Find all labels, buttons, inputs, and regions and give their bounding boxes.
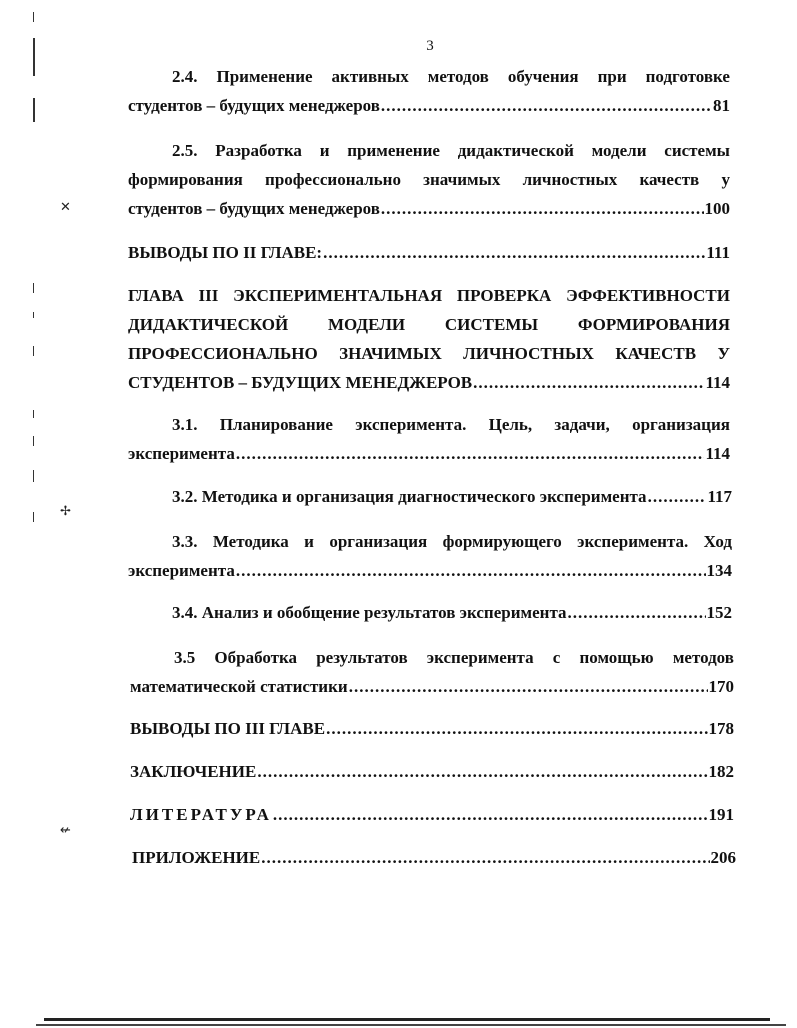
toc-word: Применение [216, 67, 313, 86]
toc-word: методов [427, 67, 489, 86]
toc-word: при [597, 67, 627, 86]
toc-page-number: 134 [706, 561, 732, 580]
dot-leader [236, 439, 705, 468]
toc-word: ЭКСПЕРИМЕНТАЛЬНАЯ [233, 286, 443, 305]
margin-mark [33, 470, 34, 482]
toc-entry-3-4 [172, 598, 732, 627]
dot-leader [568, 598, 706, 627]
toc-word: У [717, 344, 730, 363]
toc-word: ЛИЧНОСТНЫХ [463, 344, 594, 363]
toc-word: эксперимента. [355, 415, 467, 434]
toc-word: 3.3. [172, 532, 198, 551]
toc-word: с [552, 648, 561, 667]
toc-word: системы [664, 141, 730, 160]
stray-mark-icon: ✢ [60, 504, 71, 519]
toc-entry-heading-line [128, 410, 730, 439]
toc-word: Ход [703, 532, 732, 551]
toc-entry-text: эксперимента [128, 561, 235, 580]
toc-entry-literature [130, 800, 734, 829]
margin-mark [33, 436, 34, 446]
toc-entry-text: ВЫВОДЫ ПО III ГЛАВЕ [130, 719, 326, 738]
toc-word: Планирование [219, 415, 333, 434]
toc-word: задачи, [554, 415, 610, 434]
toc-word: МОДЕЛИ [328, 315, 406, 334]
toc-word: 3.1. [172, 415, 198, 434]
toc-page-number: 117 [707, 487, 732, 506]
margin-mark [33, 512, 34, 522]
toc-word: Разработка [215, 141, 302, 160]
toc-word: у [721, 170, 730, 189]
dot-leader [473, 368, 704, 397]
toc-page-number: 206 [710, 848, 736, 867]
toc-word: активных [331, 67, 409, 86]
toc-word: эксперимента. [577, 532, 689, 551]
toc-leader-line [130, 672, 734, 701]
toc-entry-text: ЗАКЛЮЧЕНИЕ [130, 762, 257, 781]
toc-entry-text: студентов – будущих менеджеров [128, 96, 380, 115]
toc-leader-line [130, 757, 734, 786]
toc-word: организация [329, 532, 428, 551]
toc-entry-text: эксперимента [128, 444, 235, 463]
margin-mark [33, 98, 35, 122]
toc-page-number: 170 [708, 677, 734, 696]
dot-leader [323, 238, 705, 267]
toc-word: Цель, [488, 415, 533, 434]
toc-word: ГЛАВА [128, 286, 184, 305]
toc-entry-conclusion [130, 757, 734, 786]
margin-mark [33, 312, 34, 318]
toc-entry-chapter-3 [128, 281, 730, 397]
toc-entry-text: математической статистики [130, 677, 348, 696]
toc-word: и [319, 141, 330, 160]
toc-page-number: 152 [706, 603, 732, 622]
toc-entry-heading-line [130, 643, 734, 672]
toc-leader-line [128, 368, 730, 397]
toc-word: качеств [639, 170, 700, 189]
margin-mark [33, 12, 34, 22]
dot-leader [257, 757, 707, 786]
toc-entry-text: студентов – будущих менеджеров [128, 199, 380, 218]
toc-entry-text: 3.4. Анализ и обобщение результатов эксперимента [172, 603, 567, 622]
toc-word: применение [347, 141, 440, 160]
toc-leader-line [172, 482, 732, 511]
toc-word: методов [672, 648, 734, 667]
toc-word: Методика [212, 532, 289, 551]
toc-word: ЭФФЕКТИВНОСТИ [566, 286, 730, 305]
dot-leader [261, 843, 709, 872]
toc-word: обучения [507, 67, 579, 86]
dot-leader [273, 800, 708, 829]
toc-leader-line [130, 714, 734, 743]
margin-mark [33, 38, 35, 76]
page-number: 3 [426, 38, 434, 54]
toc-entry-3-1 [128, 410, 730, 468]
margin-mark [33, 346, 34, 356]
toc-page-number: 111 [706, 243, 730, 262]
toc-entry-text: ЛИТЕРАТУРА [130, 805, 272, 824]
toc-entry-conclusions-chapter-2 [128, 238, 730, 267]
dot-leader [326, 714, 707, 743]
toc-word: 3.5 [174, 648, 196, 667]
stray-mark-icon: ✕ [60, 200, 71, 215]
toc-leader-line [132, 843, 736, 872]
toc-entry-2-4 [128, 62, 730, 120]
toc-leader-line [128, 91, 730, 120]
toc-word: ДИДАКТИЧЕСКОЙ [128, 315, 289, 334]
toc-word: помощью [579, 648, 654, 667]
toc-word: организация [632, 415, 730, 434]
toc-word: 2.4. [172, 67, 198, 86]
toc-entry-heading-line [128, 136, 730, 165]
toc-entry-text: СТУДЕНТОВ – БУДУЩИХ МЕНЕДЖЕРОВ [128, 373, 473, 392]
toc-page-number: 191 [708, 805, 734, 824]
toc-word: модели [591, 141, 647, 160]
toc-word: Обработка [214, 648, 298, 667]
toc-word: личностных [522, 170, 618, 189]
toc-word: СИСТЕМЫ [444, 315, 539, 334]
toc-entry-appendix [132, 843, 736, 872]
toc-entry-continuation-line [128, 310, 730, 339]
dot-leader [236, 556, 706, 585]
toc-entry-heading-line [128, 281, 730, 310]
toc-page-number: 81 [713, 96, 730, 115]
toc-word: дидактической [457, 141, 574, 160]
toc-leader-line [128, 238, 730, 267]
toc-entry-2-5 [128, 136, 730, 223]
toc-word: III [198, 286, 219, 305]
bottom-edge-rule [44, 1018, 770, 1021]
toc-page-number: 178 [708, 719, 734, 738]
toc-word: профессионально [265, 170, 401, 189]
toc-word: ФОРМИРОВАНИЯ [577, 315, 730, 334]
toc-leader-line [172, 598, 732, 627]
toc-entry-text: ПРИЛОЖЕНИЕ [132, 848, 261, 867]
toc-word: 2.5. [172, 141, 198, 160]
margin-mark [33, 410, 34, 418]
toc-entry-heading-line [128, 62, 730, 91]
toc-word: результатов [316, 648, 408, 667]
toc-page-number: 114 [705, 444, 730, 463]
toc-word: формирующего [442, 532, 562, 551]
stray-mark-icon: ↚ [60, 823, 71, 838]
toc-leader-line [130, 800, 734, 829]
dot-leader [648, 482, 707, 511]
toc-word: подготовке [645, 67, 730, 86]
toc-leader-line [128, 439, 730, 468]
toc-entry-3-3 [128, 527, 732, 585]
toc-word: эксперимента [426, 648, 534, 667]
toc-word: КАЧЕСТВ [615, 344, 697, 363]
toc-word: значимых [423, 170, 501, 189]
toc-entry-text: ВЫВОДЫ ПО II ГЛАВЕ: [128, 243, 323, 262]
toc-entry-heading-line [128, 527, 732, 556]
toc-leader-line [128, 556, 732, 585]
toc-entry-text: 3.2. Методика и организация диагностического эксперимента [172, 487, 647, 506]
toc-entry-continuation-line [128, 165, 730, 194]
toc-word: ЗНАЧИМЫХ [339, 344, 442, 363]
bottom-edge-rule [36, 1024, 786, 1026]
toc-word: формирования [128, 170, 243, 189]
toc-page-number: 182 [708, 762, 734, 781]
toc-leader-line [128, 194, 730, 223]
toc-word: ПРОВЕРКА [456, 286, 552, 305]
toc-page-number: 100 [704, 199, 730, 218]
toc-entry-3-5 [130, 643, 734, 701]
dot-leader [349, 672, 708, 701]
dot-leader [381, 91, 712, 120]
toc-page-number: 114 [705, 373, 730, 392]
toc-entry-conclusions-chapter-3 [130, 714, 734, 743]
toc-word: и [304, 532, 314, 551]
toc-entry-3-2 [172, 482, 732, 511]
dot-leader [381, 194, 704, 223]
toc-entry-continuation-line [128, 339, 730, 368]
margin-mark [33, 283, 34, 293]
toc-word: ПРОФЕССИОНАЛЬНО [128, 344, 318, 363]
